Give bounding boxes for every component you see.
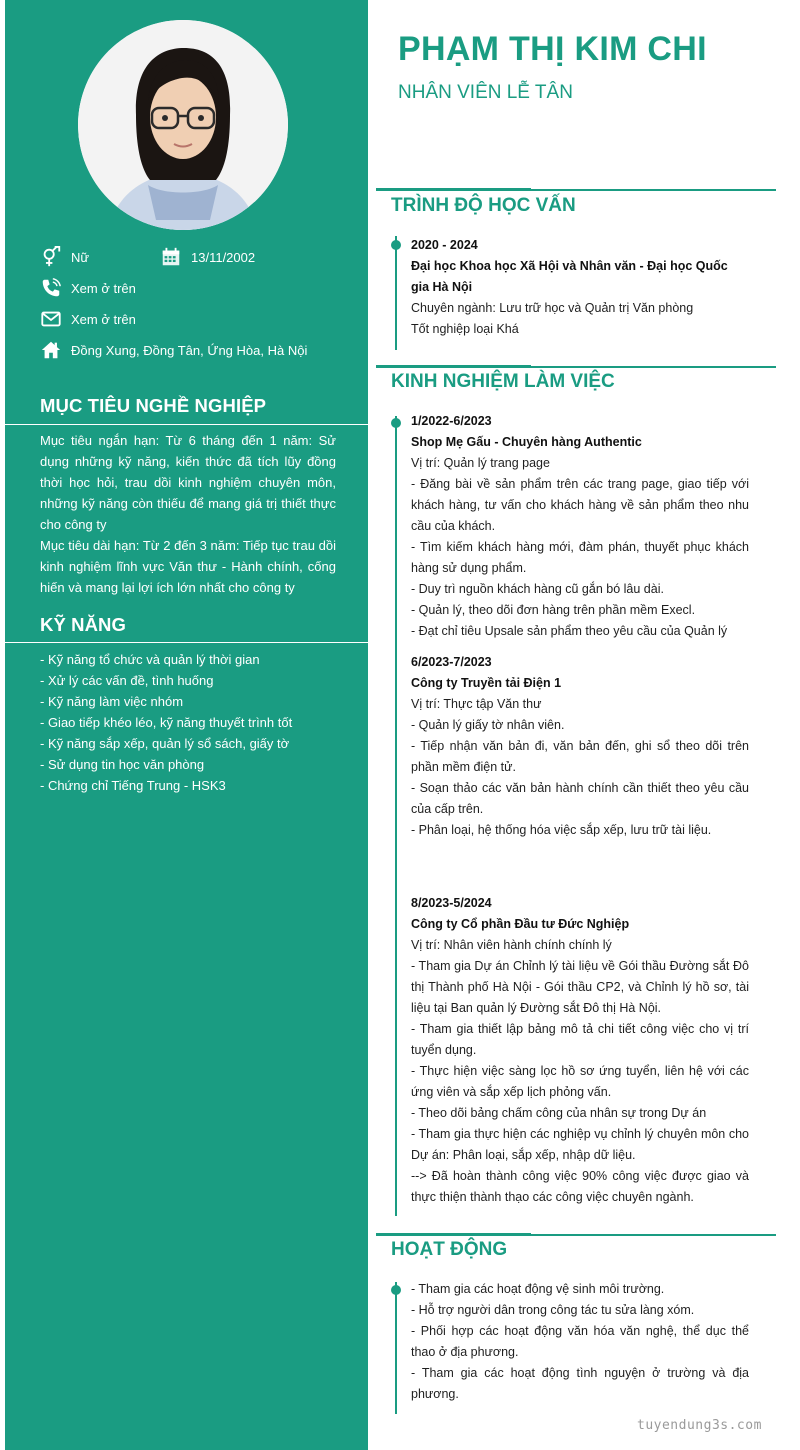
sidebar — [5, 0, 368, 1450]
phone-text: Xem ở trên — [71, 280, 136, 296]
activities-divider — [376, 1234, 776, 1236]
job-line: - Quản lý, theo dõi đơn hàng trên phần mềm Execl. — [411, 603, 696, 617]
activities-entry — [411, 1279, 749, 1405]
skill-item: - Chứng chỉ Tiếng Trung - HSK3 — [40, 778, 226, 793]
job-period: 6/2023-7/2023 — [411, 655, 492, 669]
skills-list — [40, 649, 340, 796]
activities-timeline — [395, 1282, 397, 1414]
address-row — [40, 339, 307, 361]
address-text: Đồng Xung, Đồng Tân, Ứng Hòa, Hà Nội — [71, 342, 308, 358]
activity-line: - Phối hợp các hoạt động văn hóa văn nghệ, thể dục thể thao ở địa phương. — [411, 1324, 749, 1359]
job-line: Vị trí: Thực tập Văn thư — [411, 697, 542, 711]
candidate-job-title: NHÂN VIÊN LỄ TÂN — [398, 82, 573, 103]
job-line: - Tiếp nhận văn bản đi, văn bản đến, ghi sổ theo dõi trên phần mềm điện tử. — [411, 739, 749, 774]
education-divider — [376, 189, 776, 191]
job-line: - Tham gia thiết lập bảng mô tả chi tiết công việc cho vị trí tuyển dụng. — [411, 1022, 749, 1057]
job-line: - Tham gia Dự án Chỉnh lý tài liệu về Gói thầu Đường sắt Đô thị Thành phố Hà Nội - Gói thầu CP2, và Chỉnh lý hồ sơ, tài liệu tại Ban quản lý Đường sắt Đô thị Hà Nội. — [411, 959, 749, 1015]
education-period: 2020 - 2024 — [411, 238, 478, 252]
job-entry — [411, 652, 749, 841]
objective-short-term: Mục tiêu ngắn hạn: Từ 6 tháng đến 1 năm: Sử dụng những kỹ năng, kiến thức đã tích lũy đồng thời học hỏi, trau dồi kinh nghiệm chuyên môn, những kỹ năng còn thiếu để mang giá trị thiết thực cho công ty — [40, 433, 336, 532]
skill-item: - Kỹ năng làm việc nhóm — [40, 694, 184, 709]
calendar-icon — [160, 246, 182, 268]
skill-item: - Sử dụng tin học văn phòng — [40, 757, 205, 772]
gender-icon — [40, 246, 62, 268]
job-line: - Duy trì nguồn khách hàng cũ gắn bó lâu dài. — [411, 582, 664, 596]
job-line: - Đăng bài về sản phẩm trên các trang page, giao tiếp với khách hàng, tư vấn cho khách hàng về sản phẩm theo nhu cầu của khách. — [411, 477, 749, 533]
experience-divider — [376, 366, 776, 368]
skill-item: - Giao tiếp khéo léo, kỹ năng thuyết trình tốt — [40, 715, 293, 730]
education-title: TRÌNH ĐỘ HỌC VẤN — [391, 195, 576, 216]
dob-text: 13/11/2002 — [191, 249, 256, 265]
education-school: Đại học Khoa học Xã Hội và Nhân văn - Đại học Quốc gia Hà Nội — [411, 259, 728, 294]
phone-icon — [40, 277, 62, 299]
envelope-icon — [40, 308, 62, 330]
job-company: Shop Mẹ Gấu - Chuyên hàng Authentic — [411, 435, 642, 449]
activity-line: - Hỗ trợ người dân trong công tác tu sửa làng xóm. — [411, 1303, 695, 1317]
education-timeline-dot — [391, 240, 401, 250]
activity-line: - Tham gia các hoạt động tình nguyện ở trường và địa phương. — [411, 1366, 749, 1401]
activities-timeline-dot — [391, 1285, 401, 1295]
objective-divider — [5, 424, 368, 425]
objective-text — [40, 430, 336, 598]
activities-title: HOẠT ĐỘNG — [391, 1239, 508, 1260]
job-line: Vị trí: Quản lý trang page — [411, 456, 550, 470]
job-line: - Soạn thảo các văn bản hành chính cần thiết theo yêu cầu của cấp trên. — [411, 781, 749, 816]
objective-long-term: Mục tiêu dài hạn: Từ 2 đến 3 năm: Tiếp tục trau dồi kinh nghiệm lĩnh vực Văn thư - Hành chính, cống hiến và mang lại lợi ích lớn nhất cho công ty — [40, 538, 336, 595]
education-major: Chuyên ngành: Lưu trữ học và Quản trị Văn phòng — [411, 301, 694, 315]
job-line: - Đạt chỉ tiêu Upsale sản phẩm theo yêu cầu của Quản lý — [411, 624, 728, 638]
job-line: - Quản lý giấy tờ nhân viên. — [411, 718, 565, 732]
experience-timeline — [395, 416, 397, 1216]
job-company: Công ty Cổ phần Đầu tư Đức Nghiệp — [411, 917, 630, 931]
portrait-photo — [78, 20, 288, 230]
education-entry — [411, 235, 749, 340]
gender-text: Nữ — [71, 249, 90, 265]
activity-line: - Tham gia các hoạt động vệ sinh môi trường. — [411, 1282, 665, 1296]
experience-timeline-dot — [391, 418, 401, 428]
job-period: 1/2022-6/2023 — [411, 414, 492, 428]
job-line: - Phân loại, hệ thống hóa việc sắp xếp, lưu trữ tài liệu. — [411, 823, 712, 837]
job-line: Vị trí: Nhân viên hành chính chính lý — [411, 938, 612, 952]
skills-title: KỸ NĂNG — [40, 614, 127, 635]
job-line: - Tham gia thực hiện các nghiệp vụ chỉnh lý chuyên môn cho Dự án: Phân loại, sắp xếp, nhập dữ liệu. — [411, 1127, 749, 1162]
job-line: - Thực hiện việc sàng lọc hồ sơ ứng tuyển, liên hệ với các ứng viên và sắp xếp lịch phỏng vấn. — [411, 1064, 749, 1099]
skill-item: - Kỹ năng sắp xếp, quản lý sổ sách, giấy tờ — [40, 736, 290, 751]
home-icon — [40, 339, 62, 361]
education-timeline — [395, 236, 397, 350]
gender-row — [40, 246, 89, 268]
skill-item: - Xử lý các vấn đề, tình huống — [40, 673, 214, 688]
experience-title: KINH NGHIỆM LÀM VIỆC — [391, 371, 615, 392]
job-line: --> Đã hoàn thành công việc 90% công việc được giao và thực thiện thành thạo các công việc chuyên ngành. — [411, 1169, 749, 1204]
job-company: Công ty Truyền tải Điện 1 — [411, 676, 562, 690]
dob-row — [160, 246, 255, 268]
job-line: - Theo dõi bảng chấm công của nhân sự trong Dự án — [411, 1106, 707, 1120]
objective-title: MỤC TIÊU NGHỀ NGHIỆP — [40, 395, 267, 416]
skills-divider — [5, 642, 368, 643]
education-grade: Tốt nghiệp loại Khá — [411, 322, 519, 336]
phone-row — [40, 277, 136, 299]
watermark: tuyendung3s.com — [637, 1418, 762, 1433]
skill-item: - Kỹ năng tổ chức và quản lý thời gian — [40, 652, 260, 667]
job-period: 8/2023-5/2024 — [411, 896, 492, 910]
candidate-name: PHẠM THỊ KIM CHI — [398, 30, 707, 68]
email-text: Xem ở trên — [71, 311, 136, 327]
avatar — [78, 20, 288, 230]
job-line: - Tìm kiếm khách hàng mới, đàm phán, thuyết phục khách hàng sử dụng phẩm. — [411, 540, 749, 575]
job-entry — [411, 893, 749, 1208]
email-row — [40, 308, 136, 330]
job-entry — [411, 411, 749, 642]
